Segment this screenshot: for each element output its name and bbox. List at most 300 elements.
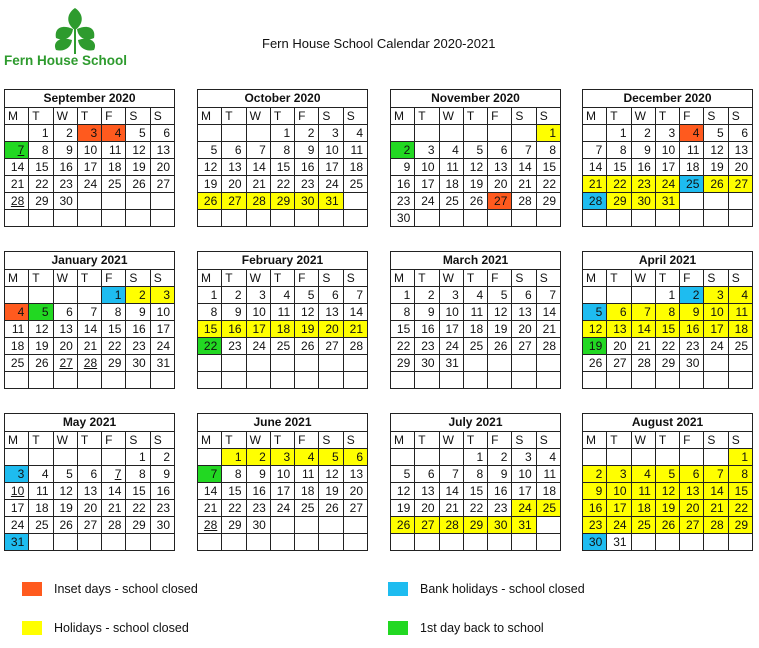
day-cell: 19	[295, 321, 319, 338]
day-cell: 13	[607, 321, 631, 338]
day-cell: 25	[5, 355, 29, 372]
empty-cell	[583, 449, 607, 466]
day-cell: 9	[126, 304, 150, 321]
empty-cell	[536, 355, 560, 372]
empty-cell	[704, 534, 728, 551]
day-cell: 12	[463, 159, 487, 176]
day-cell: 9	[488, 466, 512, 483]
empty-cell	[343, 372, 367, 389]
day-cell: 19	[488, 321, 512, 338]
day-cell: 7	[439, 466, 463, 483]
day-cell: 24	[246, 338, 270, 355]
day-cell: 26	[488, 338, 512, 355]
day-cell: 11	[728, 304, 752, 321]
empty-cell	[512, 355, 536, 372]
empty-cell	[150, 210, 174, 227]
month-name: April 2021	[582, 251, 753, 269]
day-cell: 12	[319, 466, 343, 483]
day-cell: 31	[607, 534, 631, 551]
day-cell: 28	[704, 517, 728, 534]
day-cell: 2	[680, 287, 704, 304]
day-cell: 26	[655, 517, 679, 534]
month-name: July 2021	[390, 413, 561, 431]
empty-cell	[463, 534, 487, 551]
day-cell: 2	[415, 287, 439, 304]
day-cell: 21	[246, 176, 270, 193]
day-cell: 28	[102, 517, 126, 534]
day-cell: 7	[198, 466, 222, 483]
day-cell: 4	[5, 304, 29, 321]
day-cell: 4	[343, 125, 367, 142]
day-cell: 24	[439, 338, 463, 355]
day-cell: 13	[53, 321, 77, 338]
weekday-header: F	[488, 108, 512, 125]
day-cell: 14	[77, 321, 101, 338]
day-cell: 7	[583, 142, 607, 159]
empty-cell	[391, 125, 415, 142]
empty-cell	[319, 517, 343, 534]
day-cell: 18	[29, 500, 53, 517]
empty-cell	[222, 534, 246, 551]
day-cell: 18	[680, 159, 704, 176]
day-cell: 9	[680, 304, 704, 321]
day-cell: 24	[512, 500, 536, 517]
month-calendar	[582, 89, 753, 227]
empty-cell	[512, 534, 536, 551]
day-cell: 4	[439, 142, 463, 159]
day-cell: 23	[53, 176, 77, 193]
empty-cell	[631, 449, 655, 466]
day-cell: 21	[439, 500, 463, 517]
empty-cell	[150, 534, 174, 551]
bank-swatch	[388, 582, 408, 596]
empty-cell	[198, 449, 222, 466]
day-cell: 16	[53, 159, 77, 176]
weekday-header: T	[29, 270, 53, 287]
empty-cell	[631, 287, 655, 304]
day-cell: 6	[512, 287, 536, 304]
weekday-header: T	[270, 270, 294, 287]
empty-cell	[704, 193, 728, 210]
empty-cell	[5, 449, 29, 466]
day-cell: 7	[246, 142, 270, 159]
day-cell: 22	[222, 500, 246, 517]
month-name: February 2021	[197, 251, 368, 269]
weekday-header: S	[343, 432, 367, 449]
day-cell: 15	[607, 159, 631, 176]
day-cell: 24	[607, 517, 631, 534]
empty-cell	[704, 355, 728, 372]
day-cell: 3	[5, 466, 29, 483]
day-cell: 25	[102, 176, 126, 193]
empty-cell	[29, 287, 53, 304]
logo-text: Fern House School	[4, 53, 128, 68]
day-cell: 14	[583, 159, 607, 176]
day-cell: 11	[102, 142, 126, 159]
day-cell: 29	[655, 355, 679, 372]
weekday-header: F	[102, 432, 126, 449]
day-cell: 24	[5, 517, 29, 534]
empty-cell	[53, 534, 77, 551]
empty-cell	[439, 449, 463, 466]
day-cell: 21	[512, 176, 536, 193]
day-cell: 26	[704, 176, 728, 193]
day-cell: 2	[246, 449, 270, 466]
day-cell: 17	[655, 159, 679, 176]
weekday-header: S	[512, 432, 536, 449]
weekday-header: F	[680, 270, 704, 287]
day-cell: 4	[270, 287, 294, 304]
day-cell: 18	[102, 159, 126, 176]
empty-cell	[463, 355, 487, 372]
day-cell: 18	[536, 483, 560, 500]
day-cell: 18	[728, 321, 752, 338]
day-cell: 25	[29, 517, 53, 534]
empty-cell	[415, 449, 439, 466]
day-cell: 25	[270, 338, 294, 355]
empty-cell	[488, 372, 512, 389]
day-cell: 28	[246, 193, 270, 210]
day-cell: 11	[439, 159, 463, 176]
inset-swatch	[22, 582, 42, 596]
empty-cell	[583, 125, 607, 142]
empty-cell	[270, 534, 294, 551]
weekday-header: W	[53, 270, 77, 287]
day-cell: 10	[5, 483, 29, 500]
day-cell: 3	[319, 125, 343, 142]
day-cell: 12	[655, 483, 679, 500]
day-cell: 5	[583, 304, 607, 321]
day-cell: 19	[126, 159, 150, 176]
day-cell: 27	[728, 176, 752, 193]
day-cell: 1	[126, 449, 150, 466]
day-cell: 7	[631, 304, 655, 321]
day-cell: 1	[728, 449, 752, 466]
empty-cell	[391, 449, 415, 466]
day-cell: 11	[295, 466, 319, 483]
weekday-header: M	[198, 108, 222, 125]
day-cell: 26	[463, 193, 487, 210]
empty-cell	[343, 193, 367, 210]
day-cell: 8	[126, 466, 150, 483]
day-cell: 24	[704, 338, 728, 355]
month-calendar	[582, 413, 753, 551]
day-cell: 18	[343, 159, 367, 176]
day-cell: 6	[150, 125, 174, 142]
day-cell: 27	[222, 193, 246, 210]
day-cell: 1	[536, 125, 560, 142]
empty-cell	[198, 125, 222, 142]
day-cell: 24	[319, 176, 343, 193]
day-cell: 14	[512, 159, 536, 176]
day-cell: 13	[488, 159, 512, 176]
day-cell: 15	[270, 159, 294, 176]
weekday-header: S	[319, 270, 343, 287]
empty-cell	[343, 355, 367, 372]
day-cell: 8	[270, 142, 294, 159]
day-cell: 17	[270, 483, 294, 500]
day-cell: 29	[270, 193, 294, 210]
day-cell: 5	[488, 287, 512, 304]
weekday-header: M	[5, 270, 29, 287]
weekday-header: S	[704, 432, 728, 449]
day-cell: 24	[415, 193, 439, 210]
weekday-header: S	[704, 108, 728, 125]
empty-cell	[488, 355, 512, 372]
weekday-header: F	[102, 270, 126, 287]
day-cell: 21	[5, 176, 29, 193]
day-cell: 12	[704, 142, 728, 159]
day-cell: 23	[246, 500, 270, 517]
day-cell: 16	[150, 483, 174, 500]
weekday-header: W	[439, 432, 463, 449]
day-cell: 10	[415, 159, 439, 176]
day-cell: 16	[583, 500, 607, 517]
weekday-header: S	[728, 270, 752, 287]
month-calendar	[4, 89, 175, 227]
day-cell: 24	[655, 176, 679, 193]
empty-cell	[29, 210, 53, 227]
legend-first-label: 1st day back to school	[420, 621, 544, 635]
day-cell: 23	[150, 500, 174, 517]
day-cell: 22	[198, 338, 222, 355]
empty-cell	[198, 210, 222, 227]
day-cell: 17	[704, 321, 728, 338]
day-cell: 30	[631, 193, 655, 210]
day-cell: 21	[631, 338, 655, 355]
day-cell: 4	[102, 125, 126, 142]
empty-cell	[102, 534, 126, 551]
empty-cell	[536, 210, 560, 227]
empty-cell	[607, 372, 631, 389]
day-cell: 29	[728, 517, 752, 534]
day-cell: 15	[126, 483, 150, 500]
weekday-header: T	[222, 108, 246, 125]
day-cell: 29	[391, 355, 415, 372]
empty-cell	[463, 210, 487, 227]
weekday-header: S	[126, 108, 150, 125]
day-cell: 5	[53, 466, 77, 483]
empty-cell	[270, 355, 294, 372]
day-cell: 11	[536, 466, 560, 483]
day-cell: 14	[102, 483, 126, 500]
empty-cell	[53, 372, 77, 389]
day-cell: 6	[319, 287, 343, 304]
day-cell: 22	[29, 176, 53, 193]
empty-cell	[415, 534, 439, 551]
month-name: November 2020	[390, 89, 561, 107]
day-cell: 6	[415, 466, 439, 483]
day-cell: 8	[607, 142, 631, 159]
month-name: January 2021	[4, 251, 175, 269]
day-cell: 5	[655, 466, 679, 483]
weekday-header: M	[391, 432, 415, 449]
empty-cell	[319, 210, 343, 227]
day-cell: 20	[222, 176, 246, 193]
empty-cell	[415, 372, 439, 389]
day-cell: 20	[607, 338, 631, 355]
day-cell: 16	[246, 483, 270, 500]
empty-cell	[512, 125, 536, 142]
day-cell: 4	[728, 287, 752, 304]
day-cell: 8	[29, 142, 53, 159]
empty-cell	[728, 355, 752, 372]
empty-cell	[488, 210, 512, 227]
day-cell: 23	[295, 176, 319, 193]
day-cell: 15	[655, 321, 679, 338]
day-cell: 29	[536, 193, 560, 210]
month-calendar	[390, 413, 561, 551]
day-cell: 30	[391, 210, 415, 227]
empty-cell	[391, 372, 415, 389]
day-cell: 27	[415, 517, 439, 534]
weekday-header: T	[607, 432, 631, 449]
empty-cell	[5, 125, 29, 142]
day-cell: 12	[126, 142, 150, 159]
day-cell: 11	[343, 142, 367, 159]
weekday-header: T	[655, 432, 679, 449]
day-cell: 20	[728, 159, 752, 176]
first-swatch	[388, 621, 408, 635]
day-cell: 2	[391, 142, 415, 159]
empty-cell	[655, 210, 679, 227]
day-cell: 8	[728, 466, 752, 483]
empty-cell	[680, 534, 704, 551]
day-cell: 30	[583, 534, 607, 551]
day-cell: 23	[583, 517, 607, 534]
day-cell: 20	[150, 159, 174, 176]
day-cell: 23	[680, 338, 704, 355]
weekday-header: T	[270, 432, 294, 449]
day-cell: 17	[607, 500, 631, 517]
weekday-header: S	[150, 108, 174, 125]
empty-cell	[126, 372, 150, 389]
empty-cell	[53, 210, 77, 227]
weekday-header: S	[126, 432, 150, 449]
empty-cell	[53, 287, 77, 304]
day-cell: 10	[655, 142, 679, 159]
empty-cell	[488, 534, 512, 551]
day-cell: 11	[5, 321, 29, 338]
empty-cell	[631, 534, 655, 551]
day-cell: 22	[655, 338, 679, 355]
day-cell: 14	[536, 304, 560, 321]
empty-cell	[77, 210, 101, 227]
day-cell: 16	[295, 159, 319, 176]
day-cell: 10	[246, 304, 270, 321]
weekday-header: F	[680, 108, 704, 125]
day-cell: 5	[704, 125, 728, 142]
day-cell: 9	[53, 142, 77, 159]
weekday-header: F	[488, 270, 512, 287]
empty-cell	[680, 210, 704, 227]
empty-cell	[198, 534, 222, 551]
weekday-header: S	[512, 108, 536, 125]
weekday-header: S	[126, 270, 150, 287]
legend-first	[388, 621, 544, 635]
day-cell: 21	[102, 500, 126, 517]
day-cell: 23	[415, 338, 439, 355]
weekday-header: T	[29, 108, 53, 125]
day-cell: 30	[488, 517, 512, 534]
day-cell: 22	[102, 338, 126, 355]
day-cell: 25	[343, 176, 367, 193]
day-cell: 23	[488, 500, 512, 517]
day-cell: 20	[488, 176, 512, 193]
empty-cell	[246, 534, 270, 551]
day-cell: 28	[5, 193, 29, 210]
day-cell: 13	[222, 159, 246, 176]
weekday-header: S	[319, 432, 343, 449]
day-cell: 10	[607, 483, 631, 500]
day-cell: 18	[5, 338, 29, 355]
day-cell: 15	[198, 321, 222, 338]
day-cell: 26	[319, 500, 343, 517]
day-cell: 14	[704, 483, 728, 500]
day-cell: 26	[29, 355, 53, 372]
day-cell: 21	[77, 338, 101, 355]
weekday-header: T	[607, 108, 631, 125]
day-cell: 22	[463, 500, 487, 517]
day-cell: 13	[680, 483, 704, 500]
weekday-header: T	[655, 270, 679, 287]
day-cell: 28	[583, 193, 607, 210]
empty-cell	[29, 449, 53, 466]
day-cell: 17	[5, 500, 29, 517]
empty-cell	[102, 449, 126, 466]
day-cell: 16	[631, 159, 655, 176]
day-cell: 3	[704, 287, 728, 304]
empty-cell	[536, 534, 560, 551]
empty-cell	[319, 372, 343, 389]
day-cell: 20	[415, 500, 439, 517]
empty-cell	[295, 372, 319, 389]
day-cell: 25	[631, 517, 655, 534]
legend-bank	[388, 582, 585, 596]
empty-cell	[126, 534, 150, 551]
weekday-header: S	[343, 270, 367, 287]
empty-cell	[102, 210, 126, 227]
month-calendar	[197, 89, 368, 227]
weekday-header: W	[631, 270, 655, 287]
day-cell: 9	[295, 142, 319, 159]
month-name: December 2020	[582, 89, 753, 107]
day-cell: 7	[512, 142, 536, 159]
day-cell: 27	[488, 193, 512, 210]
day-cell: 31	[655, 193, 679, 210]
day-cell: 28	[198, 517, 222, 534]
weekday-header: F	[295, 270, 319, 287]
empty-cell	[439, 125, 463, 142]
legend-inset-label: Inset days - school closed	[54, 582, 198, 596]
weekday-header: T	[415, 108, 439, 125]
empty-cell	[583, 210, 607, 227]
empty-cell	[150, 193, 174, 210]
day-cell: 25	[728, 338, 752, 355]
day-cell: 8	[463, 466, 487, 483]
empty-cell	[343, 517, 367, 534]
day-cell: 15	[391, 321, 415, 338]
day-cell: 21	[198, 500, 222, 517]
day-cell: 18	[631, 500, 655, 517]
weekday-header: M	[5, 432, 29, 449]
weekday-header: S	[512, 270, 536, 287]
day-cell: 15	[102, 321, 126, 338]
day-cell: 11	[270, 304, 294, 321]
day-cell: 22	[536, 176, 560, 193]
month-calendar	[4, 251, 175, 389]
day-cell: 13	[415, 483, 439, 500]
